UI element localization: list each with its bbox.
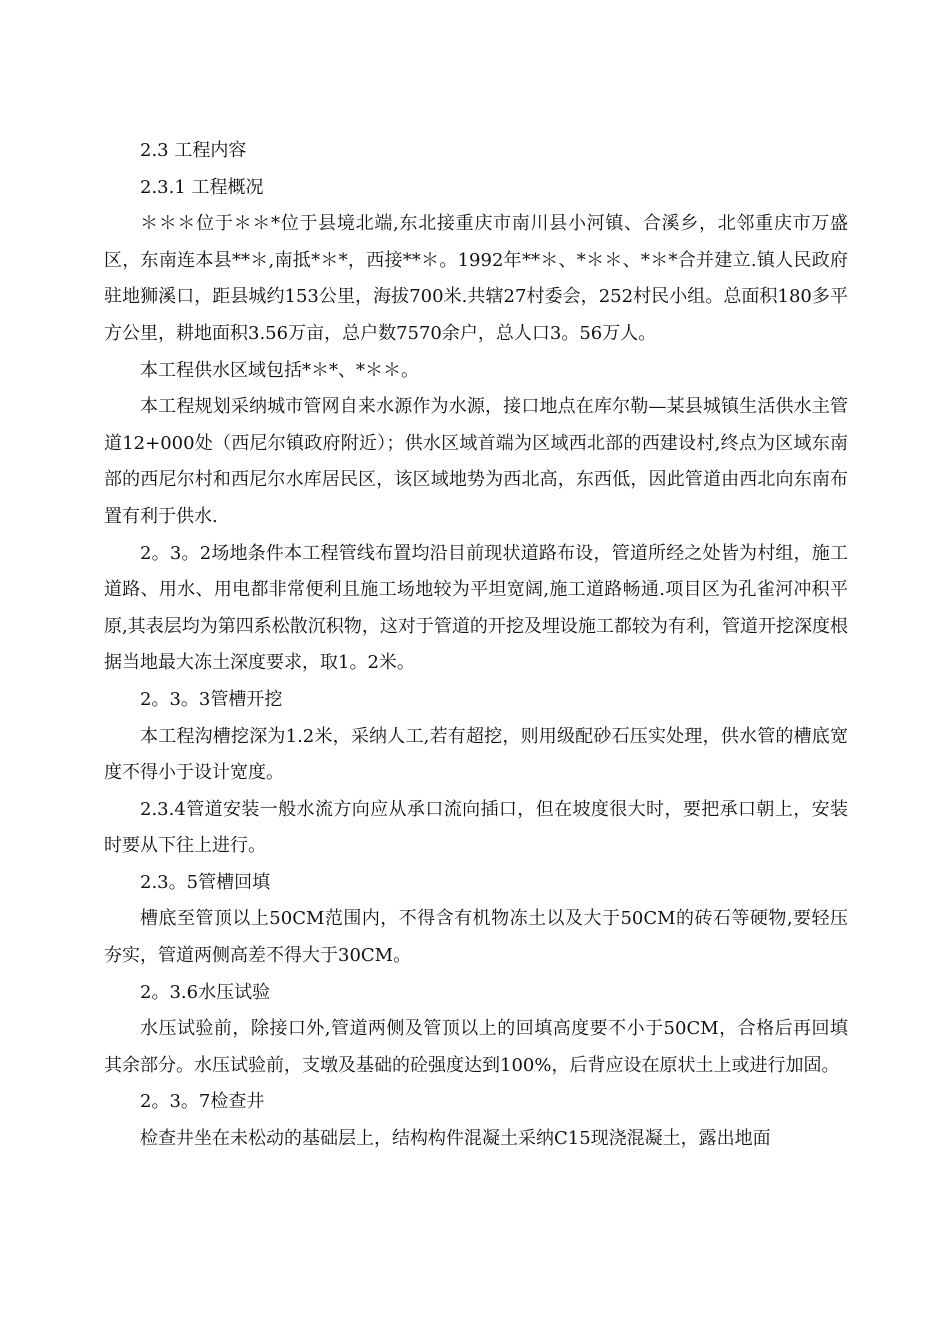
paragraph-inspection-well: 检查井坐在未松动的基础层上，结构构件混凝土采纳C15现浇混凝土，露出地面 [140, 1128, 771, 1150]
paragraph-overview: ＊＊＊位于＊＊*位于县境北端,东北接重庆市南川县小河镇、合溪乡，北邻重庆市万盛区，东南连本县**＊,南抵*＊*，西接**＊。1992年**＊、*＊＊、*＊*合并建立.镇人民政府驻地狮溪口，距县城约153公里，海拔700米.共辖27村委会，252村民小组。总面积180多平方公里，耕地面积3.56万亩，总户数7570余户，总人口3。56万人。 [104, 213, 848, 344]
section-heading-2-3-7: 2。3。7检查井 [140, 1091, 265, 1113]
paragraph-supply-area: 本工程供水区域包括*＊*、*＊＊。 [140, 359, 419, 381]
paragraph-site-conditions: 2。3。2场地条件本工程管线布置均沿目前现状道路布设，管道所经之处皆为村组，施工道路、用水、用电都非常便利且施工场地较为平坦宽阔,施工道路畅通.项目区为孔雀河冲积平原,其表层均为第四系松散沉积物，这对于管道的开挖及埋设施工都较为有利，管道开挖深度根据当地最大冻土深度要求，取1。2米。 [104, 542, 848, 674]
section-heading-2-3-1: 2.3.1 工程概况 [140, 176, 264, 198]
paragraph-backfill: 槽底至管顶以上50CM范围内，不得含有机物冻土以及大于50CM的砖石等硬物,要轻压夯实，管道两侧高差不得大于30CM。 [104, 908, 848, 967]
paragraph-pressure-test: 水压试验前，除接口外,管道两侧及管顶以上的回填高度要不小于50CM，合格后再回填其余部分。水压试验前，支墩及基础的砼强度达到100%，后背应设在原状土上或进行加固。 [104, 1018, 848, 1076]
section-heading-2-3-6: 2。3.6水压试验 [140, 981, 271, 1003]
section-heading-2-3-5: 2.3。5管槽回填 [140, 871, 271, 893]
paragraph-trench-excavation: 本工程沟槽挖深为1.2米，采纳人工,若有超挖，则用级配砂石压实处理，供水管的槽底宽度不得小于设计宽度。 [104, 725, 848, 784]
paragraph-water-source: 本工程规划采纳城市管网自来水源作为水源，接口地点在库尔勒—某县城镇生活供水主管道12+000处（西尼尔镇政府附近）；供水区域首端为区域西北部的西建设村,终点为区域东南部的西尼尔村和西尼尔水库居民区，该区域地势为西北高，东西低，因此管道由西北向东南布置有利于供水. [104, 396, 848, 527]
section-heading-2-3: 2.3 工程内容 [140, 140, 247, 161]
section-heading-2-3-3: 2。3。3管槽开挖 [140, 688, 283, 710]
paragraph-pipe-installation: 2.3.4管道安装一般水流方向应从承口流向插口，但在坡度很大时，要把承口朝上，安装时要从下往上进行。 [104, 798, 848, 857]
document-body [104, 133, 848, 1158]
